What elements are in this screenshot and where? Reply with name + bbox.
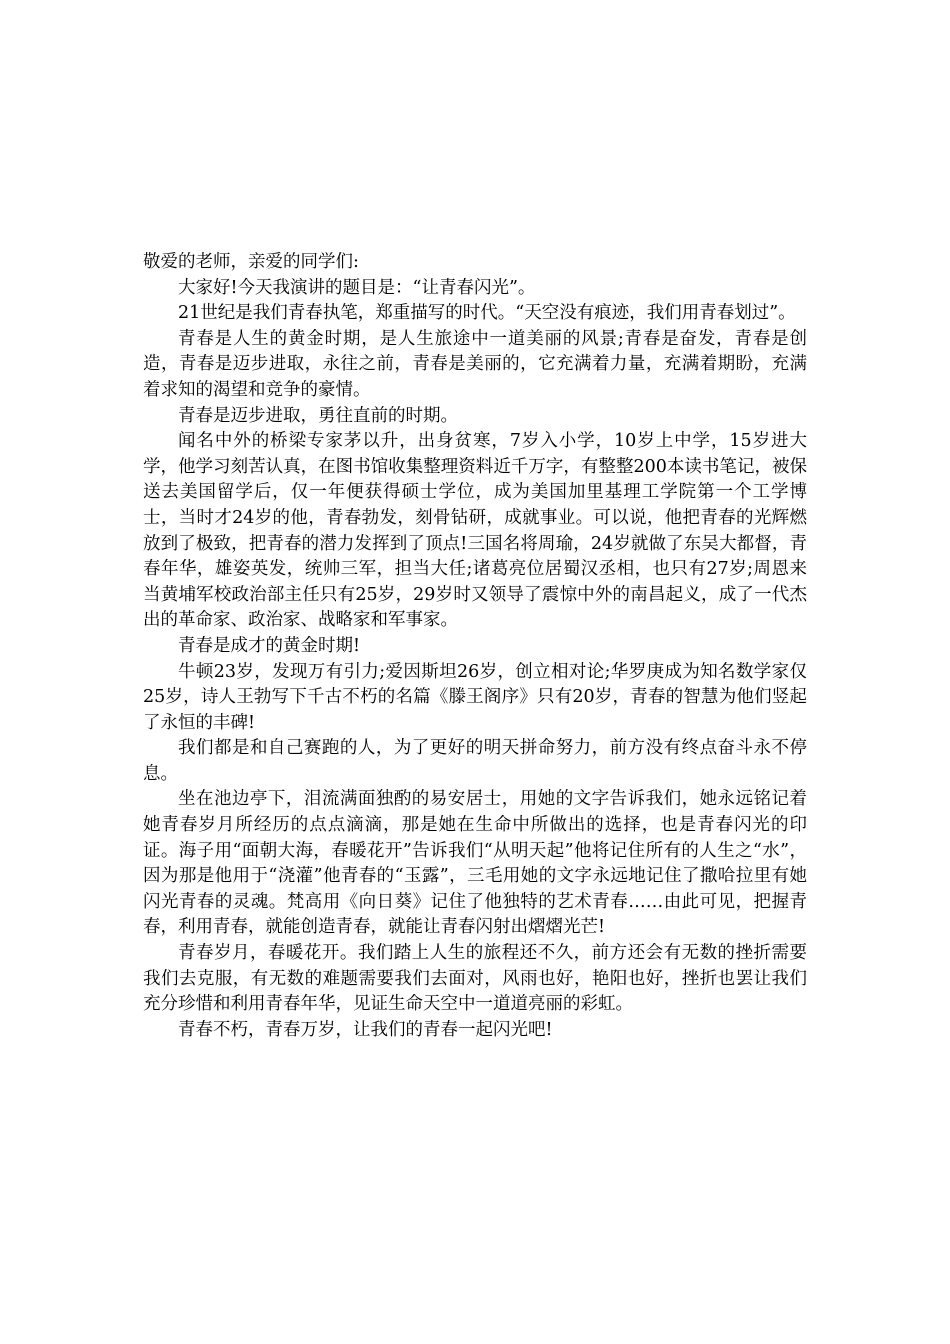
paragraph-newton-einstein: 牛顿23岁，发现万有引力;爱因斯坦26岁，创立相对论;华罗庚成为知名数学家仅25岁，诗人王勃写下千古不朽的名篇《滕王阁序》只有20岁，青春的智慧为他们竖起了永恒的丰碑!	[143, 661, 807, 733]
paragraph-greeting: 大家好!今天我演讲的题目是：“让青春闪光”。	[178, 277, 536, 298]
paragraph-talent-period: 青春是成才的黄金时期!	[178, 635, 361, 656]
paragraph-racing-self: 我们都是和自己赛跑的人，为了更好的明天拼命努力，前方没有终点奋斗永不停息。	[143, 738, 807, 784]
paragraph-21st-century: 21世纪是我们青春执笔，郑重描写的时代。“天空没有痕迹，我们用青春划过”。	[178, 303, 796, 324]
speech-body	[143, 250, 807, 1043]
paragraph-mao-yisheng: 闻名中外的桥梁专家茅以升，出身贫寒，7岁入小学，10岁上中学，15岁进大学，他学习刻苦认真，在图书馆收集整理资料近千万字，有整整200本读书笔记，被保送去美国留学后，仅一年便获得硕士学位，成为美国加里基理工学院第一个工学博士，当时才24岁的他，青春勃发，刻骨钻研，成就事业。可以说，他把青春的光辉燃放到了极致，把青春的潜力发挥到了顶点!三国名将周瑜，24岁就做了东吴大都督，青春年华，雄姿英发，统帅三军，担当大任;诸葛亮位居蜀汉丞相，也只有27岁;周恩来当黄埔军校政治部主任只有25岁，29岁时又领导了震惊中外的南昌起义，成了一代杰出的革命家、政治家、战略家和军事家。	[143, 431, 807, 631]
salutation: 敬爱的老师，亲爱的同学们:	[143, 252, 359, 272]
paragraph-spring-blossom: 青春岁月，春暖花开。我们踏上人生的旅程还不久，前方还会有无数的挫折需要我们去克服，有无数的难题需要我们去面对，风雨也好，艳阳也好，挫折也罢让我们充分珍惜和利用青春年华，见证生命天空中一道道亮丽的彩虹。	[143, 943, 807, 1015]
paragraph-yian-haizi-sanmao: 坐在池边亭下，泪流满面独酌的易安居士，用她的文字告诉我们，她永远铭记着她青春岁月所经历的点点滴滴，那是她在生命中所做出的选择，也是青春闪光的印证。海子用“面朝大海，春暖花开”告诉我们“从明天起”他将记住所有的人生之“水”，因为那是他用于“浇灌”他青春的“玉露”，三毛用她的文字永远地记住了撒哈拉里有她闪光青春的灵魂。梵高用《向日葵》记住了他独特的艺术青春……由此可见，把握青春，利用青春，就能创造青春，就能让青春闪射出熠熠光芒!	[143, 789, 807, 938]
paragraph-forward-period: 青春是迈步进取，勇往直前的时期。	[178, 405, 458, 426]
paragraph-closing: 青春不朽，青春万岁，让我们的青春一起闪光吧!	[178, 1019, 553, 1040]
paragraph-golden-age: 青春是人生的黄金时期，是人生旅途中一道美丽的风景;青春是奋发，青春是创造，青春是迈步进取，永往之前，青春是美丽的，它充满着力量，充满着期盼，充满着求知的渴望和竞争的豪情。	[143, 328, 807, 400]
